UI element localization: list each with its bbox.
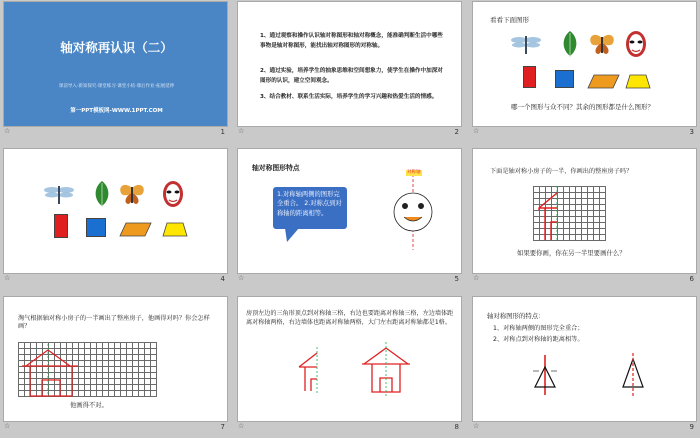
callout-box (273, 187, 347, 229)
callout-pointer (283, 228, 303, 244)
objective-2: 2、通过实验，培养学生的抽象思维和空间想象力，使学生在操作中加深对图形的认识，建立空间观念。 (260, 68, 443, 84)
leaf-icon (93, 180, 111, 208)
slide-9-heading: 轴对称图形的特点： (487, 312, 545, 320)
slide-7-card (3, 296, 228, 422)
star-icon[interactable]: ☆ (473, 422, 480, 430)
blue-square (86, 218, 106, 237)
mask-icon (625, 30, 647, 58)
triangle-icon (525, 349, 565, 399)
slide-3-card (472, 1, 697, 127)
dragonfly-icon (511, 34, 541, 54)
red-rectangle (54, 214, 68, 238)
slide-5-heading: 轴对称图形特点 (252, 164, 300, 172)
star-icon[interactable]: ☆ (4, 422, 11, 430)
objective-1: 1、通过观察和操作认识轴对称图形和轴对称概念，能准确判断生活中哪些事物是轴对称图形，能找出轴对称图形的对称轴。 (260, 33, 443, 49)
star-icon[interactable]: ☆ (4, 274, 11, 282)
slide-1-title: 轴对称再认识（二） (60, 40, 173, 55)
slide-8-text: 房顶左边的三角形顶点到对称轴三格，右边也要距离对称轴三格，左边墙体距离对称轴两格，右边墙体也距离对称轴两格，大门左右距离对称轴都是1格。 (246, 310, 454, 327)
slide-thumbnail-4[interactable] (3, 148, 228, 283)
mask-icon (162, 180, 184, 208)
feature-2: 2、对称点到对称轴的距离相等。 (493, 336, 584, 343)
leaf-icon (561, 30, 579, 58)
slide-thumbnail-6[interactable] (472, 148, 697, 283)
slide-2-card (237, 1, 462, 127)
slide-number: 4 (220, 275, 225, 283)
slide-3-question: 哪一个图形与众不同？其余的图形都是什么图形？ (511, 103, 654, 111)
slide-number: 2 (454, 128, 459, 136)
slide-8-card (237, 296, 462, 422)
slide-thumbnail-5[interactable] (237, 148, 462, 283)
slide-number: 3 (689, 128, 694, 136)
yellow-trapezoid (625, 75, 651, 89)
slide-1-subtitle: 课前导入·新知探究·课堂练习·课堂小结·课后作业·拓展延伸 (58, 84, 175, 89)
slide-number: 9 (689, 423, 694, 431)
smiley-face-icon (388, 172, 438, 252)
yellow-trapezoid (162, 223, 188, 237)
slide-thumbnail-3[interactable] (472, 1, 697, 136)
butterfly-icon (118, 183, 146, 205)
slide-6-card (472, 148, 697, 274)
slide-4-card (3, 148, 228, 274)
slide-thumbnail-1[interactable] (3, 1, 228, 136)
slide-9-card (472, 296, 697, 422)
orange-parallelogram (588, 75, 620, 89)
slide-5-card (237, 148, 462, 274)
half-house-drawing (533, 186, 606, 241)
star-icon[interactable]: ☆ (473, 274, 480, 282)
slide-number: 5 (454, 275, 459, 283)
slide-6-heading: 下面是轴对称小房子的一半，你画出的整座房子吗？ (490, 168, 633, 175)
star-icon[interactable]: ☆ (238, 127, 245, 135)
feature-1: 1、对称轴两侧的图形完全重合； (493, 325, 584, 332)
slide-1-site: 第一PPT模板网-WWW.1PPT.COM (70, 108, 163, 114)
house-icon (356, 342, 416, 397)
slide-number: 8 (454, 423, 459, 431)
student-house-drawing (18, 342, 157, 397)
axis-label: 对称轴 (407, 170, 421, 175)
slide-1-card (3, 1, 228, 127)
red-rectangle (523, 66, 536, 88)
slide-thumbnail-9[interactable] (472, 296, 697, 431)
slide-7-heading: 淘气根据轴对称小房子的一半画出了整座房子，他画得对吗？你会怎样画？ (18, 315, 210, 331)
dragonfly-icon (44, 184, 74, 204)
slide-thumbnail-2[interactable] (237, 1, 462, 136)
slide-7-caption: 他画得不对。 (70, 402, 108, 409)
star-icon[interactable]: ☆ (238, 274, 245, 282)
slide-thumbnail-7[interactable] (3, 296, 228, 431)
slide-number: 6 (689, 275, 694, 283)
star-icon[interactable]: ☆ (238, 422, 245, 430)
slide-3-heading: 看看下面图形 (490, 16, 529, 24)
half-house-drawing (293, 347, 333, 395)
slide-number: 7 (220, 423, 225, 431)
slide-6-question: 如果要你画，你在另一半里要画什么？ (517, 249, 626, 257)
callout-text: 1.对称轴两侧的图形完全重合。 2.对称点到对称轴的距离相等。 (277, 191, 342, 217)
objective-3: 3、结合教材、联系生活实际，培养学生的学习兴趣和热爱生活的情感。 (260, 94, 438, 100)
triangle-icon (613, 349, 653, 399)
slide-thumbnail-8[interactable] (237, 296, 462, 431)
butterfly-icon (588, 33, 616, 55)
slide-number: 1 (220, 128, 225, 136)
star-icon[interactable]: ☆ (4, 127, 11, 135)
blue-square (555, 70, 574, 88)
star-icon[interactable]: ☆ (473, 127, 480, 135)
orange-parallelogram (120, 223, 152, 237)
